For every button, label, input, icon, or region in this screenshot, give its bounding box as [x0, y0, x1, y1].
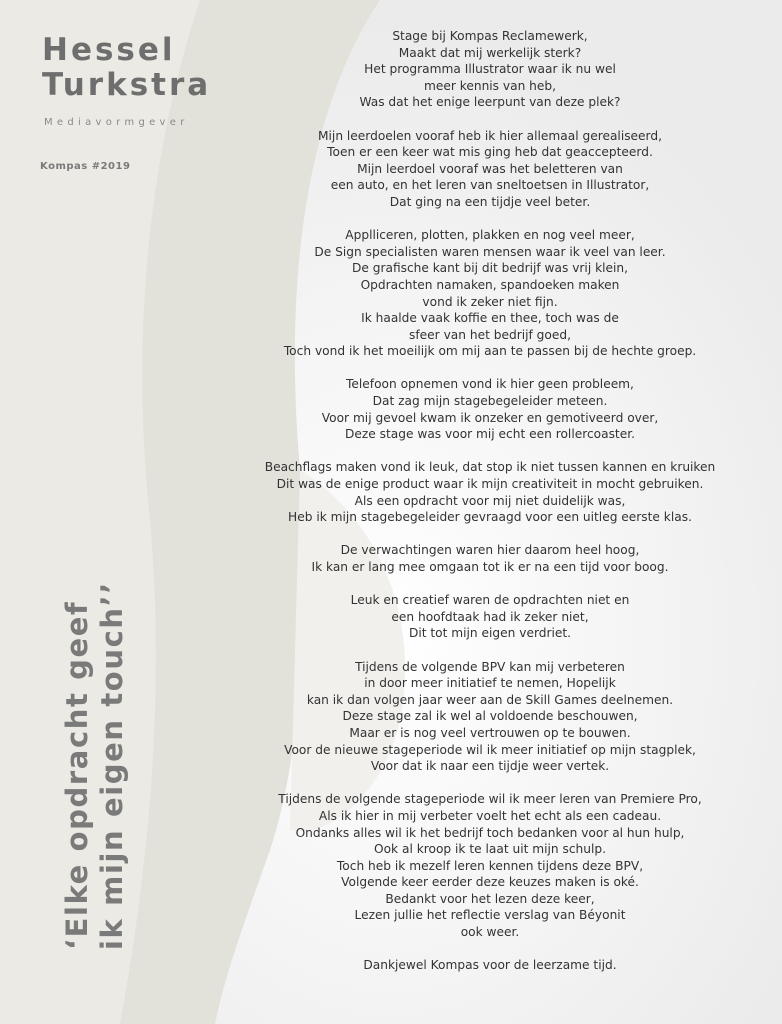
poem-line: Was dat het enige leerpunt van deze plek?: [359, 95, 621, 110]
poem-line: Leuk en creatief waren de opdrachten niet en: [350, 593, 630, 608]
edition-label: Kompas #2019: [40, 161, 131, 172]
poem-line: Voor dat ik naar een tijdje weer vertek.: [370, 759, 610, 774]
poem-line: Bedankt voor het lezen deze keer,: [385, 891, 595, 906]
poem-line: Tijdens de volgende BPV kan mij verbeteren: [355, 659, 625, 674]
poem-line: sfeer van het bedrijf goed,: [409, 327, 571, 342]
poem-stanza: [260, 376, 720, 442]
poem-line: Ik kan er lang mee omgaan tot ik er na een tijd voor boog.: [311, 560, 669, 574]
poem-line: Mijn leerdoelen vooraf heb ik hier allemaal gerealiseerd,: [318, 128, 662, 143]
poem-line: De verwachtingen waren hier daarom heel hoog,: [340, 543, 640, 558]
poem-line: De grafische kant bij dit bedrijf was vrij klein,: [351, 261, 629, 276]
poem-line: Als ik hier in mij verbeter voelt het echt als een cadeau.: [318, 808, 662, 823]
poem-line: Deze stage zal ik wel al voldoende beschouwen,: [342, 709, 638, 724]
poem-line: Deze stage was voor mij echt een rollercoaster.: [345, 427, 635, 442]
author-first-name: Hessel: [42, 32, 176, 68]
poem-line: Dat zag mijn stagebegeleider meteen.: [372, 394, 608, 409]
poem-line: Toen er een keer wat mis ging heb dat geaccepteerd.: [327, 145, 653, 160]
poem-line: Volgende keer eerder deze keuzes maken is oké.: [341, 875, 639, 890]
poem-line: Toch heb ik mezelf leren kennen tijdens deze BPV,: [336, 858, 644, 873]
poem-line: Tijdens de volgende stageperiode wil ik meer leren van Premiere Pro,: [278, 792, 702, 807]
poem-line: ook weer.: [460, 925, 520, 940]
poem-line: Ook al kroop ik te laat uit mijn schulp.: [374, 842, 606, 857]
poem-stanza: [260, 791, 720, 940]
poem-line: Dit tot mijn eigen verdriet.: [408, 626, 572, 641]
poem-line: Beachflags maken vond ik leuk, dat stop ik niet tussen kannen en kruiken: [264, 460, 716, 475]
pull-quote-line-1: ‘Elke opdracht geef: [60, 600, 94, 950]
poem-line: Maar er is nog veel vertrouwen op te bouwen.: [349, 725, 631, 740]
poem-line: Toch vond ik het moeilijk om mij aan te passen bij de hechte groep.: [283, 344, 697, 359]
poem-line: Als een opdracht voor mij niet duidelijk was,: [354, 493, 626, 508]
poem-line: een auto, en het leren van sneltoetsen in Illustrator,: [330, 178, 650, 193]
poem-line: in door meer initiatief te nemen, Hopelijk: [364, 676, 616, 691]
poem-line: Dit was de enige product waar ik mijn creativiteit in mocht gebruiken.: [276, 477, 704, 492]
poem-stanza: [260, 28, 720, 111]
author-name: [42, 33, 211, 103]
pull-quote: [60, 581, 130, 950]
poem-line: Stage bij Kompas Reclamewerk,: [392, 29, 588, 43]
poem-line: Heb ik mijn stagebegeleider gevraagd voor een uitleg eerste klas.: [288, 510, 692, 525]
poem-stanza: [260, 542, 720, 575]
author-role: Mediavormgever: [44, 117, 189, 128]
poem-line: Maakt dat mij werkelijk sterk?: [398, 45, 582, 60]
poem-line: Applliceren, plotten, plakken en nog veel meer,: [345, 228, 635, 243]
poem-line: Ik haalde vaak koffie en thee, toch was de: [361, 311, 619, 326]
poem-stanza: [260, 659, 720, 775]
poem-stanza: [260, 957, 720, 974]
poem-stanza: [260, 592, 720, 642]
author-last-name: Turkstra: [42, 67, 212, 103]
poem-line: Lezen jullie het reflectie verslag van Béyonit: [354, 908, 626, 923]
poem-line: kan ik dan volgen jaar weer aan de Skill Games deelnemen.: [306, 692, 674, 707]
poem-line: Voor mij gevoel kwam ik onzeker en gemotiveerd over,: [321, 410, 659, 425]
poem-stanza: [260, 227, 720, 360]
poem-line: meer kennis van heb,: [423, 78, 557, 93]
poem-line: Mijn leerdoel vooraf was het beletteren van: [357, 161, 623, 176]
poem-line: Het programma Illustrator waar ik nu wel: [364, 62, 616, 77]
poem-line: een hoofdtaak had ik zeker niet,: [391, 609, 589, 624]
poem-line: Telefoon opnemen vond ik hier geen probleem,: [346, 377, 634, 392]
poem-line: vond ik zeker niet fijn.: [422, 294, 558, 309]
poem-body: [260, 28, 720, 990]
poem-stanza: [260, 128, 720, 211]
poem-line: Ondanks alles wil ik het bedrijf toch bedanken voor al hun hulp,: [295, 825, 685, 840]
pull-quote-line-2: ik mijn eigen touch’’: [95, 581, 129, 950]
poem-line: De Sign specialisten waren mensen waar ik veel van leer.: [314, 244, 666, 259]
poem-line: Dat ging na een tijdje veel beter.: [389, 194, 591, 209]
poem-stanza: [260, 459, 720, 525]
poem-line: Dankjewel Kompas voor de leerzame tijd.: [363, 958, 617, 973]
poem-line: Voor de nieuwe stageperiode wil ik meer initiatief op mijn stagplek,: [284, 742, 696, 757]
poem-line: Opdrachten namaken, spandoeken maken: [360, 277, 620, 292]
